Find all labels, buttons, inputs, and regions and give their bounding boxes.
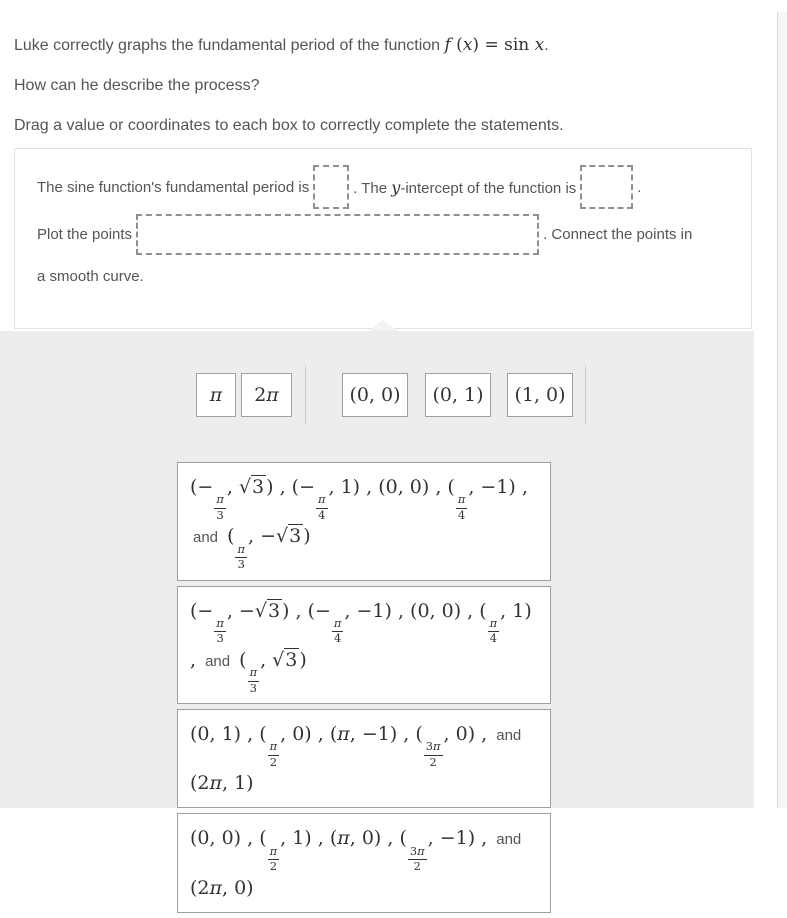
coordinate-option-2[interactable]: (− $\frac{\pi}{3}$ , −√3 ) , (− $\frac{\pi}{4}$ , −1) , (0, 0) , ( $\frac{\pi}{4}$ , 1) , and ( $\frac{\pi}{3}$ , √3 ) (177, 586, 551, 705)
statement-row-1 (37, 165, 729, 209)
function-formula: f (x) = sin x (444, 35, 545, 55)
statement-2-after: . Connect the points in (543, 225, 693, 243)
statement-panel (14, 148, 752, 329)
answer-tray (0, 331, 754, 899)
statement-1-end: . (637, 178, 642, 196)
question-block (14, 35, 754, 156)
statement-1-mid-post: -intercept of the function is (400, 179, 577, 197)
drop-zone-period[interactable] (313, 165, 349, 209)
question-line-2: How can he describe the process? (14, 77, 260, 94)
question-line-1 (14, 35, 754, 56)
question-line-3: Drag a value or coordinates to each box to correctly complete the statements. (14, 117, 564, 134)
statement-2-text: Plot the points (37, 225, 133, 243)
coordinate-option-1[interactable]: (− $\frac{\pi}{3}$ , √3 ) , (− $\frac{\pi}{4}$ , 1) , (0, 0) , ( $\frac{\pi}{4}$ , −1) , and ( $\frac{\pi}{3}$ , −√3 ) (177, 462, 551, 581)
question-line-1-text: Luke correctly graphs the fundamental period of the function (14, 37, 445, 54)
drop-zone-y-intercept[interactable] (580, 165, 633, 209)
question-line-1-period: . (544, 37, 549, 54)
coordinate-options-list (177, 462, 551, 918)
statement-row-3: a smooth curve. (37, 268, 144, 285)
scrollbar-track[interactable] (777, 12, 787, 808)
point-chip-0-0[interactable]: (0, 0) (342, 373, 408, 417)
coordinate-option-4[interactable]: (0, 0) , ( $\frac{\pi}{2}$ , 1) , (π, 0) , ( $\frac{3\pi}{2}$ , −1) , and (2π, 0) (177, 813, 551, 912)
coordinate-option-3[interactable]: (0, 1) , ( $\frac{\pi}{2}$ , 0) , (π, −1) , ( $\frac{3\pi}{2}$ , 0) , and (2π, 1) (177, 709, 551, 808)
point-chip-1-0[interactable]: (1, 0) (507, 373, 573, 417)
drop-zone-points[interactable] (136, 214, 539, 255)
chip-group-divider-1 (305, 365, 306, 424)
drag-chips-row (196, 365, 586, 424)
y-variable: y (391, 177, 401, 197)
chip-group-divider-2 (585, 365, 586, 424)
statement-1-mid-pre: . The (353, 179, 392, 197)
point-chip-0-1[interactable]: (0, 1) (425, 373, 491, 417)
value-chip-pi[interactable]: π (196, 373, 236, 417)
tray-pointer-notch (368, 320, 398, 331)
value-chip-2pi[interactable]: 2 π (241, 373, 292, 417)
statement-row-2 (37, 212, 729, 256)
statement-1-mid (353, 178, 576, 197)
statement-1-text: The sine function's fundamental period is (37, 178, 310, 196)
